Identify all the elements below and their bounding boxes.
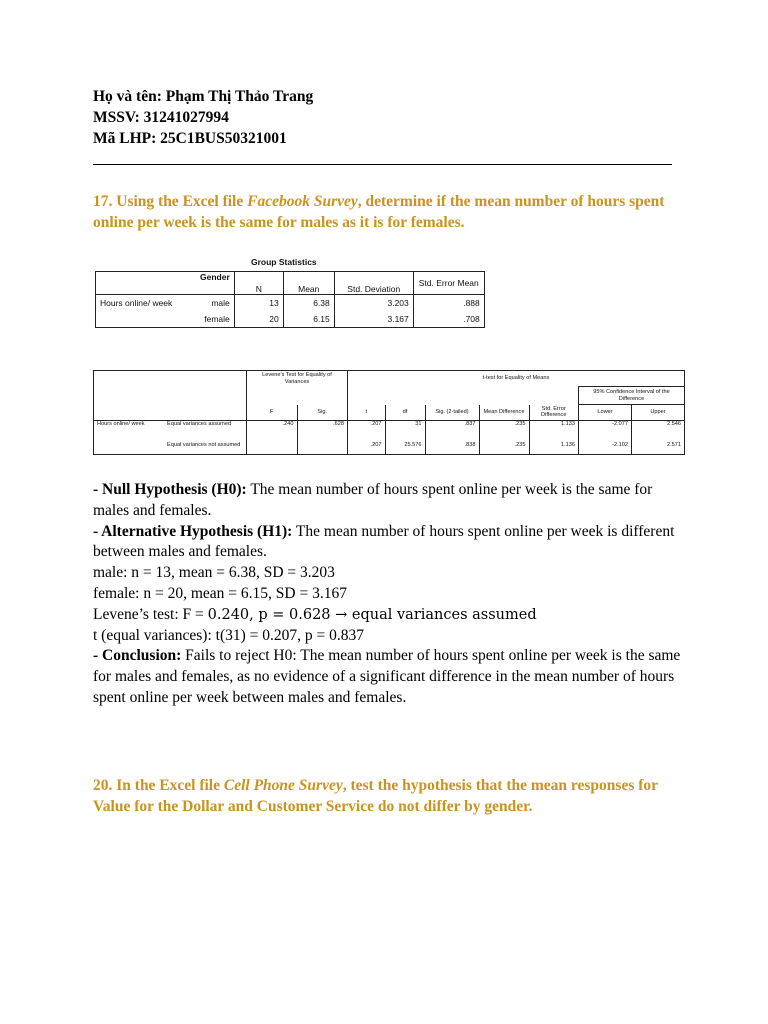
alt-hypothesis: - Alternative Hypothesis (H1): The mean number of hours spent online per week is different between males and females. [93, 522, 675, 561]
file-name: Cell Phone Survey [223, 777, 343, 794]
question-17: 17. Using the Excel file Facebook Survey, determine if the mean number of hours spent online per week is the same for males as it is for females. [93, 193, 665, 231]
group-stats-table: Gender N Mean Std. Deviation Std. Error Mean Hours online/ week male 13 6.38 3.203 .888 female 20 6.15 3.167 .708 [95, 271, 485, 328]
male-stats: male: n = 13, mean = 6.38, SD = 3.203 [93, 564, 335, 582]
it-variable: Hours online/ week [94, 421, 165, 437]
gs-variable: Hours online/ week [96, 295, 197, 312]
answer-body [93, 480, 683, 709]
conclusion: - Conclusion: Fails to reject H0: The mean number of hours spent online per week is the same for males and females, as no evidence of a significant difference in the mean number of hours spent online per week between males and females. [93, 647, 681, 706]
t-result: t (equal variances): t(31) = 0.207, p = 0.837 [93, 626, 365, 644]
levene-result: Levene’s test: F = 0.240, p = 0.628 → equal variances assumed [93, 605, 537, 623]
student-name: Họ và tên: Phạm Thị Thảo Trang [93, 88, 314, 105]
file-name: Facebook Survey [247, 193, 358, 210]
class-code: Mã LHP: 25C1BUS50321001 [93, 130, 287, 147]
student-id: MSSV: 31241027994 [93, 109, 229, 126]
student-header [93, 86, 683, 149]
group-stats-title: Group Statistics [251, 257, 317, 267]
female-stats: female: n = 20, mean = 6.15, SD = 3.167 [93, 584, 347, 602]
independent-samples-table: Levene's Test for Equality of Variances t-test for Equality of Means 95% Confidence Interval of the Difference F Sig. t df Sig. (2-tailed) Mean Difference Std. Error Difference Lower Upper Hours online/ week Equal variances assumed .240 .628 .207 31 .837 .235 1.133 -2.077 2.546 Equal variances not assumed .207 25.576 .838 .235 1.136 -2.102 2.571 [93, 370, 685, 455]
null-hypothesis: - Null Hypothesis (H0): The mean number of hours spent online per week is the same for males and females. [93, 481, 653, 519]
question-20: 20. In the Excel file Cell Phone Survey, test the hypothesis that the mean responses for Value for the Dollar and Customer Service do not differ by gender. [93, 777, 658, 815]
header-divider [93, 164, 672, 165]
